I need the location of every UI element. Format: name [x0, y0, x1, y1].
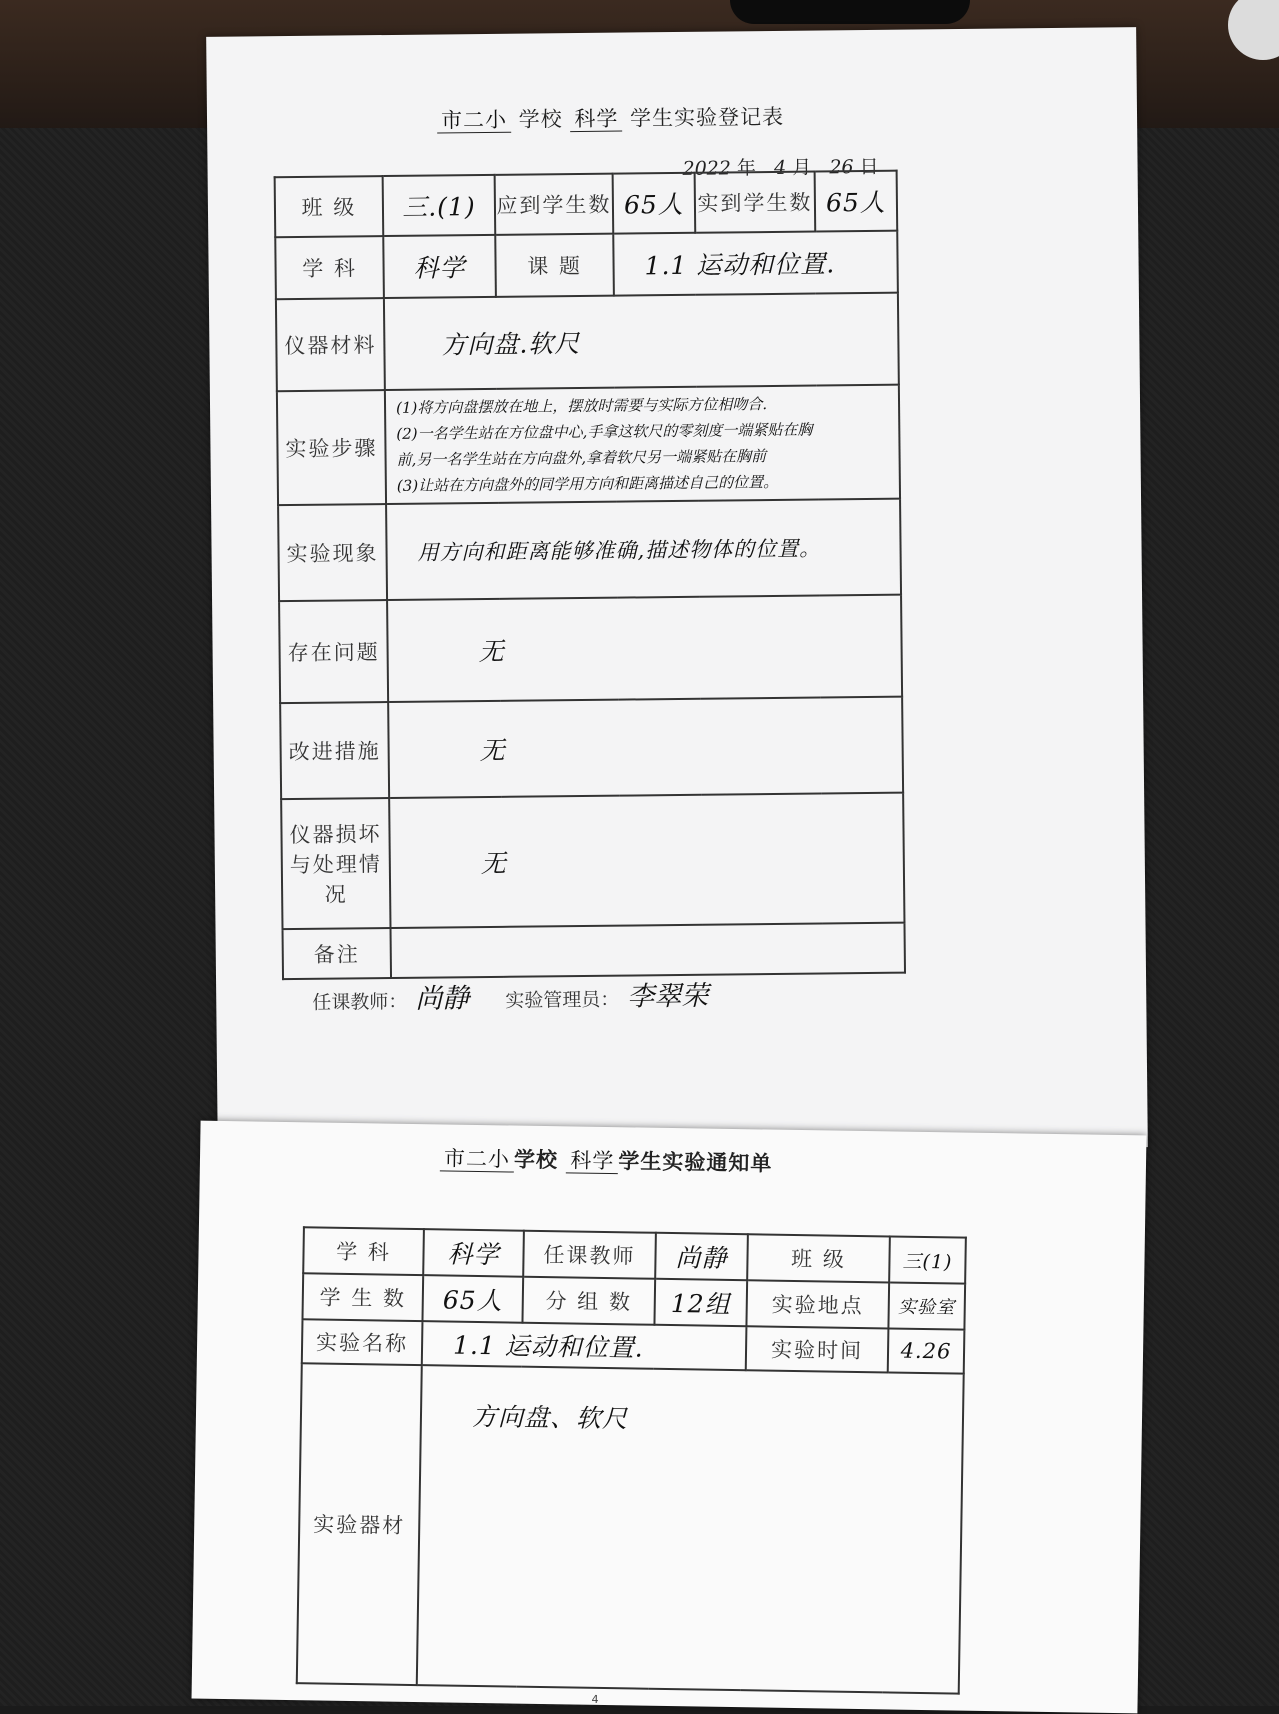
row-class	[275, 171, 898, 238]
subject-label: 学 科	[275, 236, 384, 299]
phenomenon-value: 用方向和距离能够准确,描述物体的位置。	[386, 499, 901, 600]
notice-location-label: 实验地点	[746, 1280, 889, 1328]
notice-subject-value: 科学	[423, 1229, 524, 1277]
register-title-subject: 科学	[570, 107, 622, 133]
notice-subject-label: 学 科	[303, 1227, 424, 1275]
notice-title-suffix: 学生实验通知单	[618, 1149, 773, 1176]
teacher-signature: 尚静	[415, 983, 470, 1015]
admin-label: 实验管理员：	[505, 988, 620, 1012]
notice-row-equipment	[297, 1363, 964, 1693]
notice-title	[440, 1142, 773, 1177]
problems-label: 存在问题	[279, 600, 388, 703]
materials-label: 仪器材料	[276, 298, 385, 391]
notice-name-label: 实验名称	[302, 1319, 423, 1365]
notice-equipment-value: 方向盘、软尺	[417, 1365, 964, 1693]
phenomenon-label: 实验现象	[278, 504, 387, 601]
row-damage	[281, 793, 904, 930]
steps-line-2: (2)一名学生站在方位盘中心,手拿这软尺的零刻度一端紧贴在胸	[396, 420, 813, 443]
notice-groups-value: 12组	[654, 1279, 747, 1326]
class-value: 三.(1)	[383, 175, 496, 236]
desk-cup	[1228, 0, 1279, 60]
notes-label: 备注	[283, 928, 392, 979]
register-signatures	[312, 973, 738, 1016]
notes-value	[391, 923, 905, 978]
date-day-label: 日	[859, 155, 879, 179]
date-month: 4	[773, 156, 787, 179]
register-title-suffix: 学生实验登记表	[629, 104, 785, 131]
register-title-school: 市二小	[437, 108, 511, 134]
row-notes	[283, 923, 905, 980]
improve-value: 无	[388, 697, 903, 798]
notice-class-label: 班 级	[747, 1234, 890, 1282]
damage-value: 无	[389, 793, 904, 928]
topic-label: 课 题	[495, 234, 614, 297]
notice-title-subject: 科学	[566, 1148, 618, 1174]
date-month-label: 月	[792, 156, 812, 179]
row-subject	[275, 231, 898, 300]
notice-name-value: 1.1 运动和位置.	[422, 1321, 747, 1370]
row-improve	[280, 697, 903, 800]
steps-line-1: (1)将方向盘摆放在地上，摆放时需要与实际方位相吻合.	[395, 395, 768, 417]
date-year: 2022	[682, 157, 732, 180]
actual-label: 实到学生数	[695, 172, 816, 233]
row-materials	[276, 293, 899, 392]
teacher-label: 任课教师：	[312, 990, 408, 1014]
register-title	[437, 101, 784, 135]
notice-students-label: 学 生 数	[302, 1273, 423, 1321]
notice-location-value: 实验室	[888, 1282, 965, 1329]
row-phenomenon	[278, 499, 901, 602]
desk-object	[730, 0, 970, 24]
notice-time-value: 4.26	[888, 1328, 965, 1373]
date-day: 26	[829, 156, 854, 179]
steps-value	[385, 385, 900, 504]
materials-value: 方向盘.软尺	[384, 293, 899, 390]
problems-value: 无	[387, 595, 902, 702]
experiment-notice-sheet	[192, 1121, 1147, 1714]
page-number: 4	[591, 1692, 599, 1706]
notice-students-value: 65人	[422, 1275, 523, 1323]
steps-line-3: 前,另一名学生站在方向盘外,拿着软尺另一端紧贴在胸前	[396, 447, 767, 469]
notice-title-school-suffix: 学校	[513, 1147, 559, 1173]
expected-value: 65人	[613, 173, 696, 234]
notice-equipment-label: 实验器材	[297, 1363, 422, 1685]
notice-teacher-value: 尚静	[655, 1233, 748, 1280]
topic-value: 1.1 运动和位置.	[613, 231, 898, 296]
notice-title-school: 市二小	[440, 1146, 514, 1172]
expected-label: 应到学生数	[495, 174, 614, 235]
steps-line-4: (3)让站在方向盘外的同学用方向和距离描述自己的位置。	[396, 472, 779, 495]
steps-label: 实验步骤	[277, 390, 386, 505]
admin-signature: 李翠荣	[627, 980, 709, 1013]
register-title-school-suffix: 学校	[518, 107, 563, 132]
damage-label: 仪器损坏与处理情况	[281, 798, 390, 929]
notice-table	[296, 1226, 967, 1694]
register-table	[274, 170, 906, 980]
row-steps	[277, 385, 900, 506]
notice-time-label: 实验时间	[746, 1326, 889, 1372]
notice-teacher-label: 任课教师	[523, 1231, 656, 1279]
row-problems	[279, 595, 902, 704]
improve-label: 改进措施	[280, 702, 389, 799]
class-label: 班 级	[275, 176, 384, 237]
experiment-register-sheet	[206, 27, 1148, 1157]
actual-value: 65人	[815, 171, 898, 232]
notice-class-value: 三(1)	[889, 1236, 966, 1283]
notice-groups-label: 分 组 数	[522, 1277, 655, 1325]
subject-value: 科学	[383, 235, 496, 298]
date-year-label: 年	[736, 157, 757, 180]
